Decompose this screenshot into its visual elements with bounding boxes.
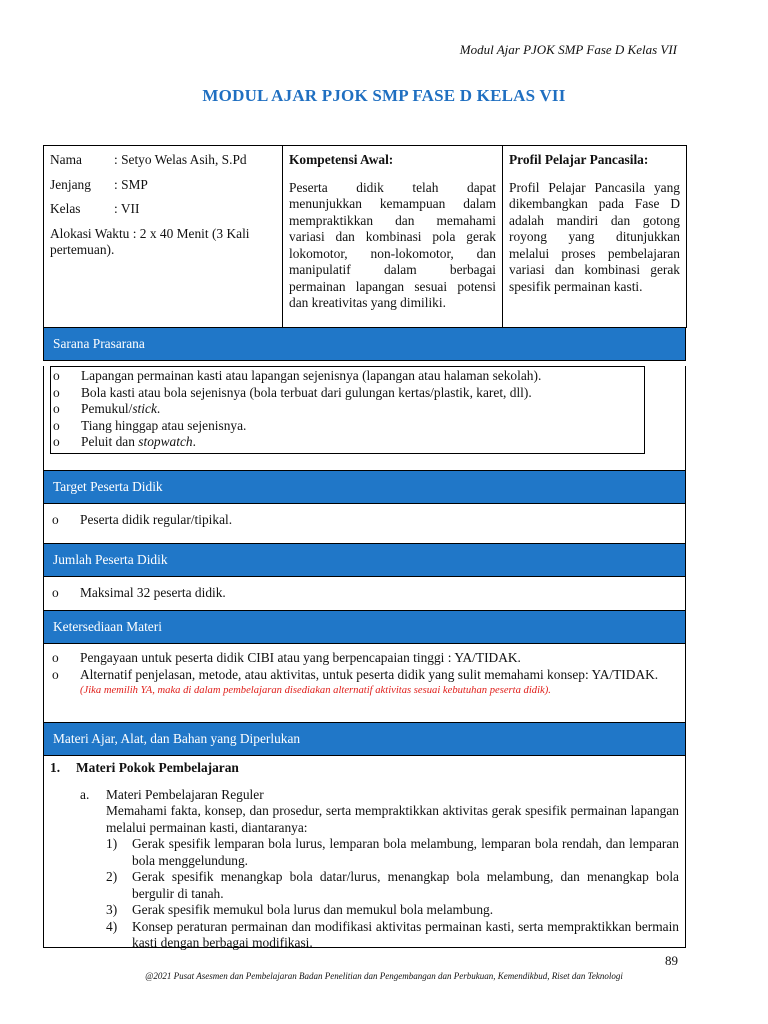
bullet-marker: o — [53, 384, 60, 400]
bullet-marker: o — [53, 401, 60, 416]
materi-pokok-row — [50, 760, 679, 777]
footer-copyright: @2021 Pusat Asesmen dan Pembelajaran Badan Penelitian dan Pengembangan dan Perbukuan, Kemendikbud, Riset dan Teknologi — [145, 971, 623, 981]
ketersediaan-box — [43, 644, 686, 723]
list-item: o Pemukul/stick. — [53, 401, 161, 416]
ketersediaan-heading: Ketersediaan Materi — [43, 611, 686, 644]
list-item: o Pengayaan untuk peserta didik CIBI atau yang berpencapaian tinggi : YA/TIDAK. — [52, 650, 521, 665]
kelas-value: : VII — [114, 201, 140, 216]
materi-box — [43, 756, 686, 948]
list-item: o Peluit dan stopwatch. — [53, 434, 196, 449]
jenjang-value: : SMP — [114, 176, 148, 192]
jenjang-label: Jenjang — [50, 176, 91, 192]
sarana-list — [50, 366, 645, 454]
kompetensi-cell — [283, 146, 503, 328]
page-number: 89 — [665, 953, 678, 968]
kompetensi-text: Peserta didik telah dapat menunjukkan kemampuan dalam mempraktikkan dan memahami variasi dan kombinasi pola gerak lokomotor, non-lokomotor, dan manipulatif dalam berbagai permainan lapangan sesuai potensi dan kreativitas yang dimiliki. — [289, 179, 496, 310]
profil-text: Profil Pelajar Pancasila yang dikembangkan pada Fase D adalah mandiri dan gotong royong yang ditunjukkan melalui proses pembelajaran variasi dan kombinasi gerak spesifik permainan kasti. — [509, 179, 680, 294]
bullet-marker: o — [52, 650, 59, 665]
running-header: Modul Ajar PJOK SMP Fase D Kelas VII — [459, 42, 677, 57]
list-item: 1) Gerak spesifik lemparan bola lurus, lemparan bola melambung, lemparan bola rendah, dan lemparan bola menggelundung. — [106, 836, 679, 868]
materi-reguler — [50, 787, 679, 952]
list-item: 4) Konsep peraturan permainan dan modifikasi aktivitas permainan kasti, serta mempraktikkan bermain kasti dengan berbagai modifikasi. — [106, 918, 679, 950]
profil-cell — [503, 146, 687, 328]
sarana-box — [43, 366, 686, 471]
ketersediaan-note: (Jika memilih YA, maka di dalam pembelajaran disediakan alternatif aktivitas sesuai kebutuhan peserta didik). — [80, 685, 551, 696]
list-item: 2) Gerak spesifik menangkap bola datar/lurus, menangkap bola melambung, dan menangkap bola bergulir di tanah. — [106, 869, 679, 901]
materi-reguler-title: Materi Pembelajaran Reguler — [106, 786, 264, 802]
list-item: o Alternatif penjelasan, metode, atau aktivitas, untuk peserta didik yang sulit memahami konsep: YA/TIDAK. — [52, 666, 659, 682]
bullet-marker: o — [53, 368, 60, 383]
bullet-marker: o — [52, 585, 59, 600]
identity-cell — [44, 146, 283, 328]
kelas-label: Kelas — [50, 201, 81, 216]
alokasi-waktu: Alokasi Waktu : 2 x 40 Menit (3 Kali pertemuan). — [50, 225, 250, 257]
sarana-heading: Sarana Prasarana — [43, 328, 686, 361]
materi-sub-marker: a. — [80, 786, 90, 802]
target-heading: Target Peserta Didik — [43, 471, 686, 504]
list-item: o Maksimal 32 peserta didik. — [52, 585, 226, 600]
page-title: MODUL AJAR PJOK SMP FASE D KELAS VII — [202, 86, 566, 105]
materi-heading: Materi Ajar, Alat, dan Bahan yang Diperlukan — [43, 723, 686, 756]
bullet-marker: o — [52, 666, 59, 682]
nama-label: Nama — [50, 152, 82, 167]
profil-heading: Profil Pelajar Pancasila: — [509, 152, 649, 167]
kompetensi-heading: Kompetensi Awal: — [289, 152, 394, 167]
materi-pokok-title: Materi Pokok Pembelajaran — [76, 760, 239, 775]
module-document — [43, 145, 686, 948]
list-item: o Tiang hinggap atau sejenisnya. — [53, 417, 247, 433]
bullet-marker: o — [53, 434, 60, 449]
bullet-marker: o — [53, 417, 60, 433]
nama-value: : Setyo Welas Asih, S.Pd — [114, 152, 247, 167]
list-item: o Bola kasti atau bola sejenisnya (bola terbuat dari gulungan kertas/plastik, karet, dll). — [53, 384, 532, 400]
list-item: 3) Gerak spesifik memukul bola lurus dan memukul bola melambung. — [106, 902, 494, 917]
list-item: o Lapangan permainan kasti atau lapangan sejenisnya (lapangan atau halaman sekolah). — [53, 368, 542, 383]
jumlah-box — [43, 577, 686, 611]
identity-table — [43, 145, 687, 328]
note-row — [50, 683, 679, 700]
bullet-marker: o — [52, 512, 59, 527]
target-box — [43, 504, 686, 544]
list-item: o Peserta didik regular/tipikal. — [52, 512, 233, 527]
materi-reguler-text: Memahami fakta, konsep, dan prosedur, serta mempraktikkan aktivitas gerak spesifik permainan lapangan melalui permainan kasti, diantaranya: — [106, 803, 679, 835]
materi-number: 1. — [50, 760, 61, 775]
jumlah-heading: Jumlah Peserta Didik — [43, 544, 686, 577]
